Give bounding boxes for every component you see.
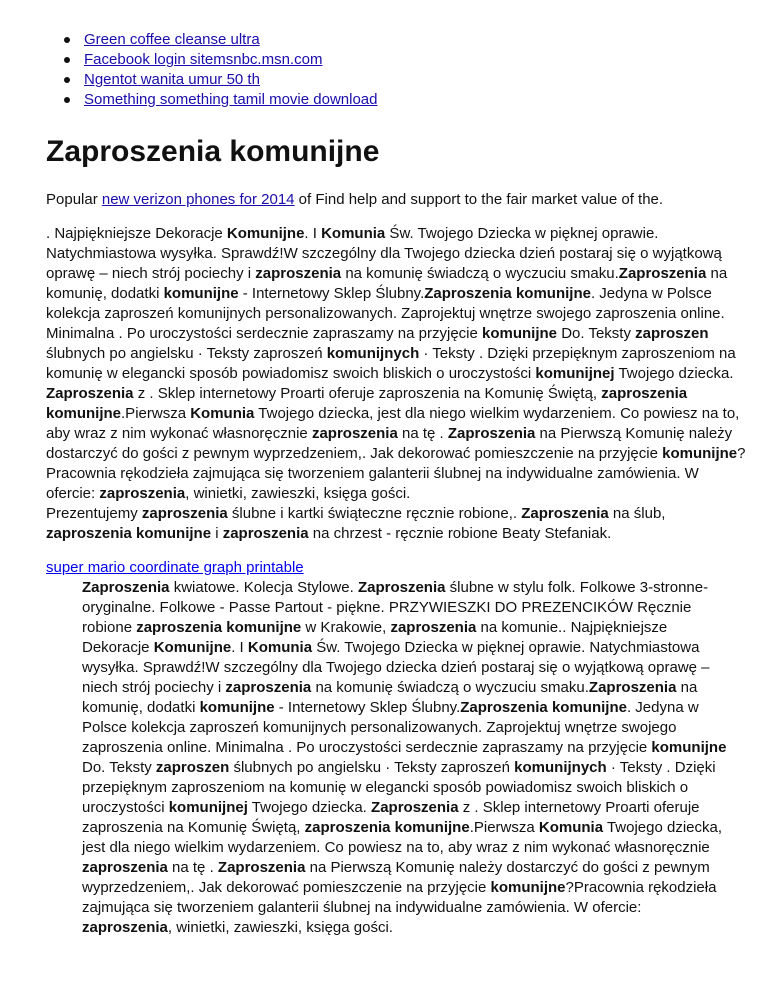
text-run: na tę . bbox=[397, 425, 448, 442]
intro-suffix: of Find help and support to the fair market value of the. bbox=[294, 191, 664, 208]
text-run: Do. Teksty bbox=[82, 759, 156, 776]
bold-keyword: Zaproszenia bbox=[357, 579, 446, 596]
text-run: na komunię świadczą o wyczuciu smaku. bbox=[311, 679, 589, 696]
text-run: na komunię świadczą o wyczuciu smaku. bbox=[341, 265, 619, 282]
text-run: . I bbox=[304, 225, 322, 242]
bold-keyword: zaproszenia bbox=[311, 425, 398, 442]
text-run: · Teksty . Dzięki przepięknym zaproszeniom na komunię w elegancki sposób powiadomisz swoich bliskich o uroczystości bbox=[46, 345, 736, 382]
bold-keyword: Zaproszenia bbox=[618, 265, 707, 282]
bold-keyword: zaproszen bbox=[155, 759, 230, 776]
text-run: na komunię, dodatki bbox=[46, 265, 728, 302]
bold-keyword: zaproszenia bbox=[82, 859, 168, 876]
text-run: na ślub, bbox=[608, 505, 666, 522]
bold-keyword: zaproszenia komunijne bbox=[136, 619, 302, 636]
bold-keyword: Zaproszenia bbox=[217, 859, 306, 876]
text-run: Twojego dziecka, jest dla niego wielkim wydarzeniem. Co powiesz na to, aby wraz z nim wykonać własnoręcznie bbox=[82, 819, 723, 856]
bold-keyword: zaproszenia bbox=[82, 919, 168, 936]
bold-keyword: Zaproszenia bbox=[82, 579, 170, 596]
text-run: ?Pracownia rękodzieła zajmująca się tworzeniem galanterii ślubnej na indywidualne zamówienia. W ofercie: bbox=[46, 445, 746, 502]
text-run: , winietki, zawieszki, księga gości. bbox=[167, 919, 393, 936]
text-run: na Pierwszą Komunię należy dostarczyć do gości z pewnym wyprzedzeniem,. Jak dekorować pomieszczenie na przyjęcie bbox=[82, 859, 710, 896]
bold-keyword: Zaproszenia komunijne bbox=[460, 699, 627, 716]
bold-keyword: Komunijne bbox=[153, 639, 232, 656]
bold-keyword: Komunia bbox=[190, 405, 255, 422]
list-item bbox=[84, 90, 746, 110]
bold-keyword: zaproszenia bbox=[255, 265, 342, 282]
bullet-icon bbox=[64, 57, 70, 63]
bold-keyword: komunijne bbox=[199, 699, 275, 716]
text-run: . Najpiękniejsze Dekoracje bbox=[46, 225, 227, 242]
bold-keyword: zaproszenia komunijne bbox=[304, 819, 470, 836]
text-run: i bbox=[211, 525, 223, 542]
bold-keyword: komunijne bbox=[163, 285, 239, 302]
text-run: na tę . bbox=[167, 859, 218, 876]
bold-keyword: komunijne bbox=[662, 445, 738, 462]
intro-link[interactable]: new verizon phones for 2014 bbox=[101, 191, 295, 208]
bold-keyword: zaproszenia komunijne bbox=[46, 385, 688, 422]
bold-keyword: Zaproszenia komunijne bbox=[424, 285, 591, 302]
bold-keyword: Zaproszenia bbox=[447, 425, 536, 442]
text-run: Do. Teksty bbox=[557, 325, 636, 342]
bold-keyword: Zaproszenia bbox=[371, 799, 459, 816]
bold-keyword: zaproszenia bbox=[141, 505, 228, 522]
bold-keyword: komunijne bbox=[482, 325, 558, 342]
bold-keyword: Zaproszenia bbox=[588, 679, 677, 696]
bold-keyword: Zaproszenia bbox=[46, 385, 134, 402]
list-item bbox=[84, 30, 746, 50]
bold-keyword: zaproszenia bbox=[390, 619, 477, 636]
text-run: ślubnych po angielsku · Teksty zaproszeń bbox=[46, 345, 327, 362]
link-3[interactable]: Something something tamil movie download bbox=[84, 91, 378, 108]
text-run: z . Sklep internetowy Proarti oferuje zaproszenia na Komunię Świętą, bbox=[133, 385, 602, 402]
intro-prefix: Popular bbox=[46, 191, 102, 208]
text-run: ślubnych po angielsku · Teksty zaproszeń bbox=[229, 759, 515, 776]
text-run: Prezentujemy bbox=[46, 505, 142, 522]
page-title: Zaproszenia komunijne bbox=[46, 135, 380, 168]
text-run: - Internetowy Sklep Ślubny. bbox=[238, 285, 425, 302]
intro-text bbox=[46, 190, 746, 210]
link-2[interactable]: Ngentot wanita umur 50 th bbox=[84, 71, 260, 88]
bullet-icon bbox=[64, 77, 70, 83]
bold-keyword: komunijne bbox=[651, 739, 727, 756]
bold-keyword: zaproszenia bbox=[99, 485, 186, 502]
bold-keyword: zaproszenia bbox=[222, 525, 309, 542]
body-paragraph-2 bbox=[46, 504, 746, 544]
link-list bbox=[46, 30, 746, 110]
text-run: na chrzest - ręcznie robione Beaty Stefaniak. bbox=[308, 525, 612, 542]
text-run: · Teksty . Dzięki przepięknym zaproszeniom na komunię w elegancki sposób powiadomisz swoich bliskich o uroczystości bbox=[82, 759, 716, 816]
list-item bbox=[84, 50, 746, 70]
text-run: . Jedyna w Polsce kolekcja zaproszeń komunijnych personalizowanych. Zaprojektuj wnętrze swojego zaproszenia online. Minimalna . Po uroczystości serdecznie zapraszamy na przyjęcie bbox=[46, 285, 725, 342]
link-0[interactable]: Green coffee cleanse ultra bbox=[84, 31, 260, 48]
text-run: w Krakowie, bbox=[301, 619, 391, 636]
list-item bbox=[84, 70, 746, 90]
text-run: .Pierwsza bbox=[469, 819, 539, 836]
text-run: . Jedyna w Polsce kolekcja zaproszeń komunijnych personalizowanych. Zaprojektuj wnętrze swojego zaproszenia online. Minimalna . Po uroczystości serdecznie zapraszamy na przyjęcie bbox=[82, 699, 699, 756]
related-link[interactable]: super mario coordinate graph printable bbox=[46, 559, 304, 576]
text-run: - Internetowy Sklep Ślubny. bbox=[274, 699, 461, 716]
text-run: Twojego dziecka. bbox=[247, 799, 372, 816]
text-run: Twojego dziecka. bbox=[614, 365, 734, 382]
bold-keyword: Komunia bbox=[538, 819, 604, 836]
bold-keyword: komunijne bbox=[490, 879, 566, 896]
text-run: . I bbox=[231, 639, 248, 656]
text-run: Twojego dziecka, jest dla niego wielkim wydarzeniem. Co powiesz na to, aby wraz z nim wykonać własnoręcznie bbox=[46, 405, 740, 442]
bold-keyword: Komunia bbox=[321, 225, 386, 242]
text-run: ślubne w stylu folk. Folkowe 3-stronne- oryginalne. Folkowe - Passe Partout - piękne. PRZYWIESZKI DO PREZENCIKÓW Ręcznie robione bbox=[82, 579, 709, 636]
text-run: ?Pracownia rękodzieła zajmująca się tworzeniem galanterii ślubnej na indywidualne zamówienia. W ofercie: bbox=[82, 879, 717, 916]
bold-keyword: Zaproszenia bbox=[521, 505, 609, 522]
link-1[interactable]: Facebook login sitemsnbc.msn.com bbox=[84, 51, 323, 68]
body-paragraph-1 bbox=[46, 224, 746, 504]
bold-keyword: Komunijne bbox=[226, 225, 305, 242]
text-run: na komunię, dodatki bbox=[82, 679, 698, 716]
bold-keyword: komunijnych bbox=[514, 759, 607, 776]
text-run: .Pierwsza bbox=[121, 405, 191, 422]
text-run: , winietki, zawieszki, księga gości. bbox=[185, 485, 411, 502]
bold-keyword: komunijnych bbox=[326, 345, 420, 362]
body-paragraph-3 bbox=[82, 578, 734, 938]
bold-keyword: zaproszen bbox=[635, 325, 709, 342]
bullet-icon bbox=[64, 97, 70, 103]
bullet-icon bbox=[64, 37, 70, 43]
text-run: na komunie.. Najpiękniejsze Dekoracje bbox=[82, 619, 668, 656]
bold-keyword: zaproszenia bbox=[225, 679, 312, 696]
bold-keyword: komunijnej bbox=[168, 799, 248, 816]
bold-keyword: Komunia bbox=[247, 639, 313, 656]
bold-keyword: komunijnej bbox=[535, 365, 615, 382]
text-run: z . Sklep internetowy Proarti oferuje zaproszenia na Komunię Świętą, bbox=[82, 799, 700, 836]
text-run: Św. Twojego Dziecka w pięknej oprawie. Natychmiastowa wysyłka. Sprawdź!W szczególny dla Twojego dziecka dzień postaraj się o wyjątkową oprawę – niech strój pociechy i bbox=[82, 639, 710, 696]
text-run: ślubne i kartki świąteczne ręcznie robione,. bbox=[227, 505, 522, 522]
bold-keyword: zaproszenia komunijne bbox=[46, 525, 212, 542]
text-run: Św. Twojego Dziecka w pięknej oprawie. Natychmiastowa wysyłka. Sprawdź!W szczególny dla Twojego dziecka dzień postaraj się o wyjątkową oprawę – niech strój pociechy i bbox=[46, 225, 722, 282]
text-run: na Pierwszą Komunię należy dostarczyć do gości z pewnym wyprzedzeniem,. Jak dekorować pomieszczenie na przyjęcie bbox=[46, 425, 733, 462]
text-run: kwiatowe. Kolecja Stylowe. bbox=[169, 579, 358, 596]
